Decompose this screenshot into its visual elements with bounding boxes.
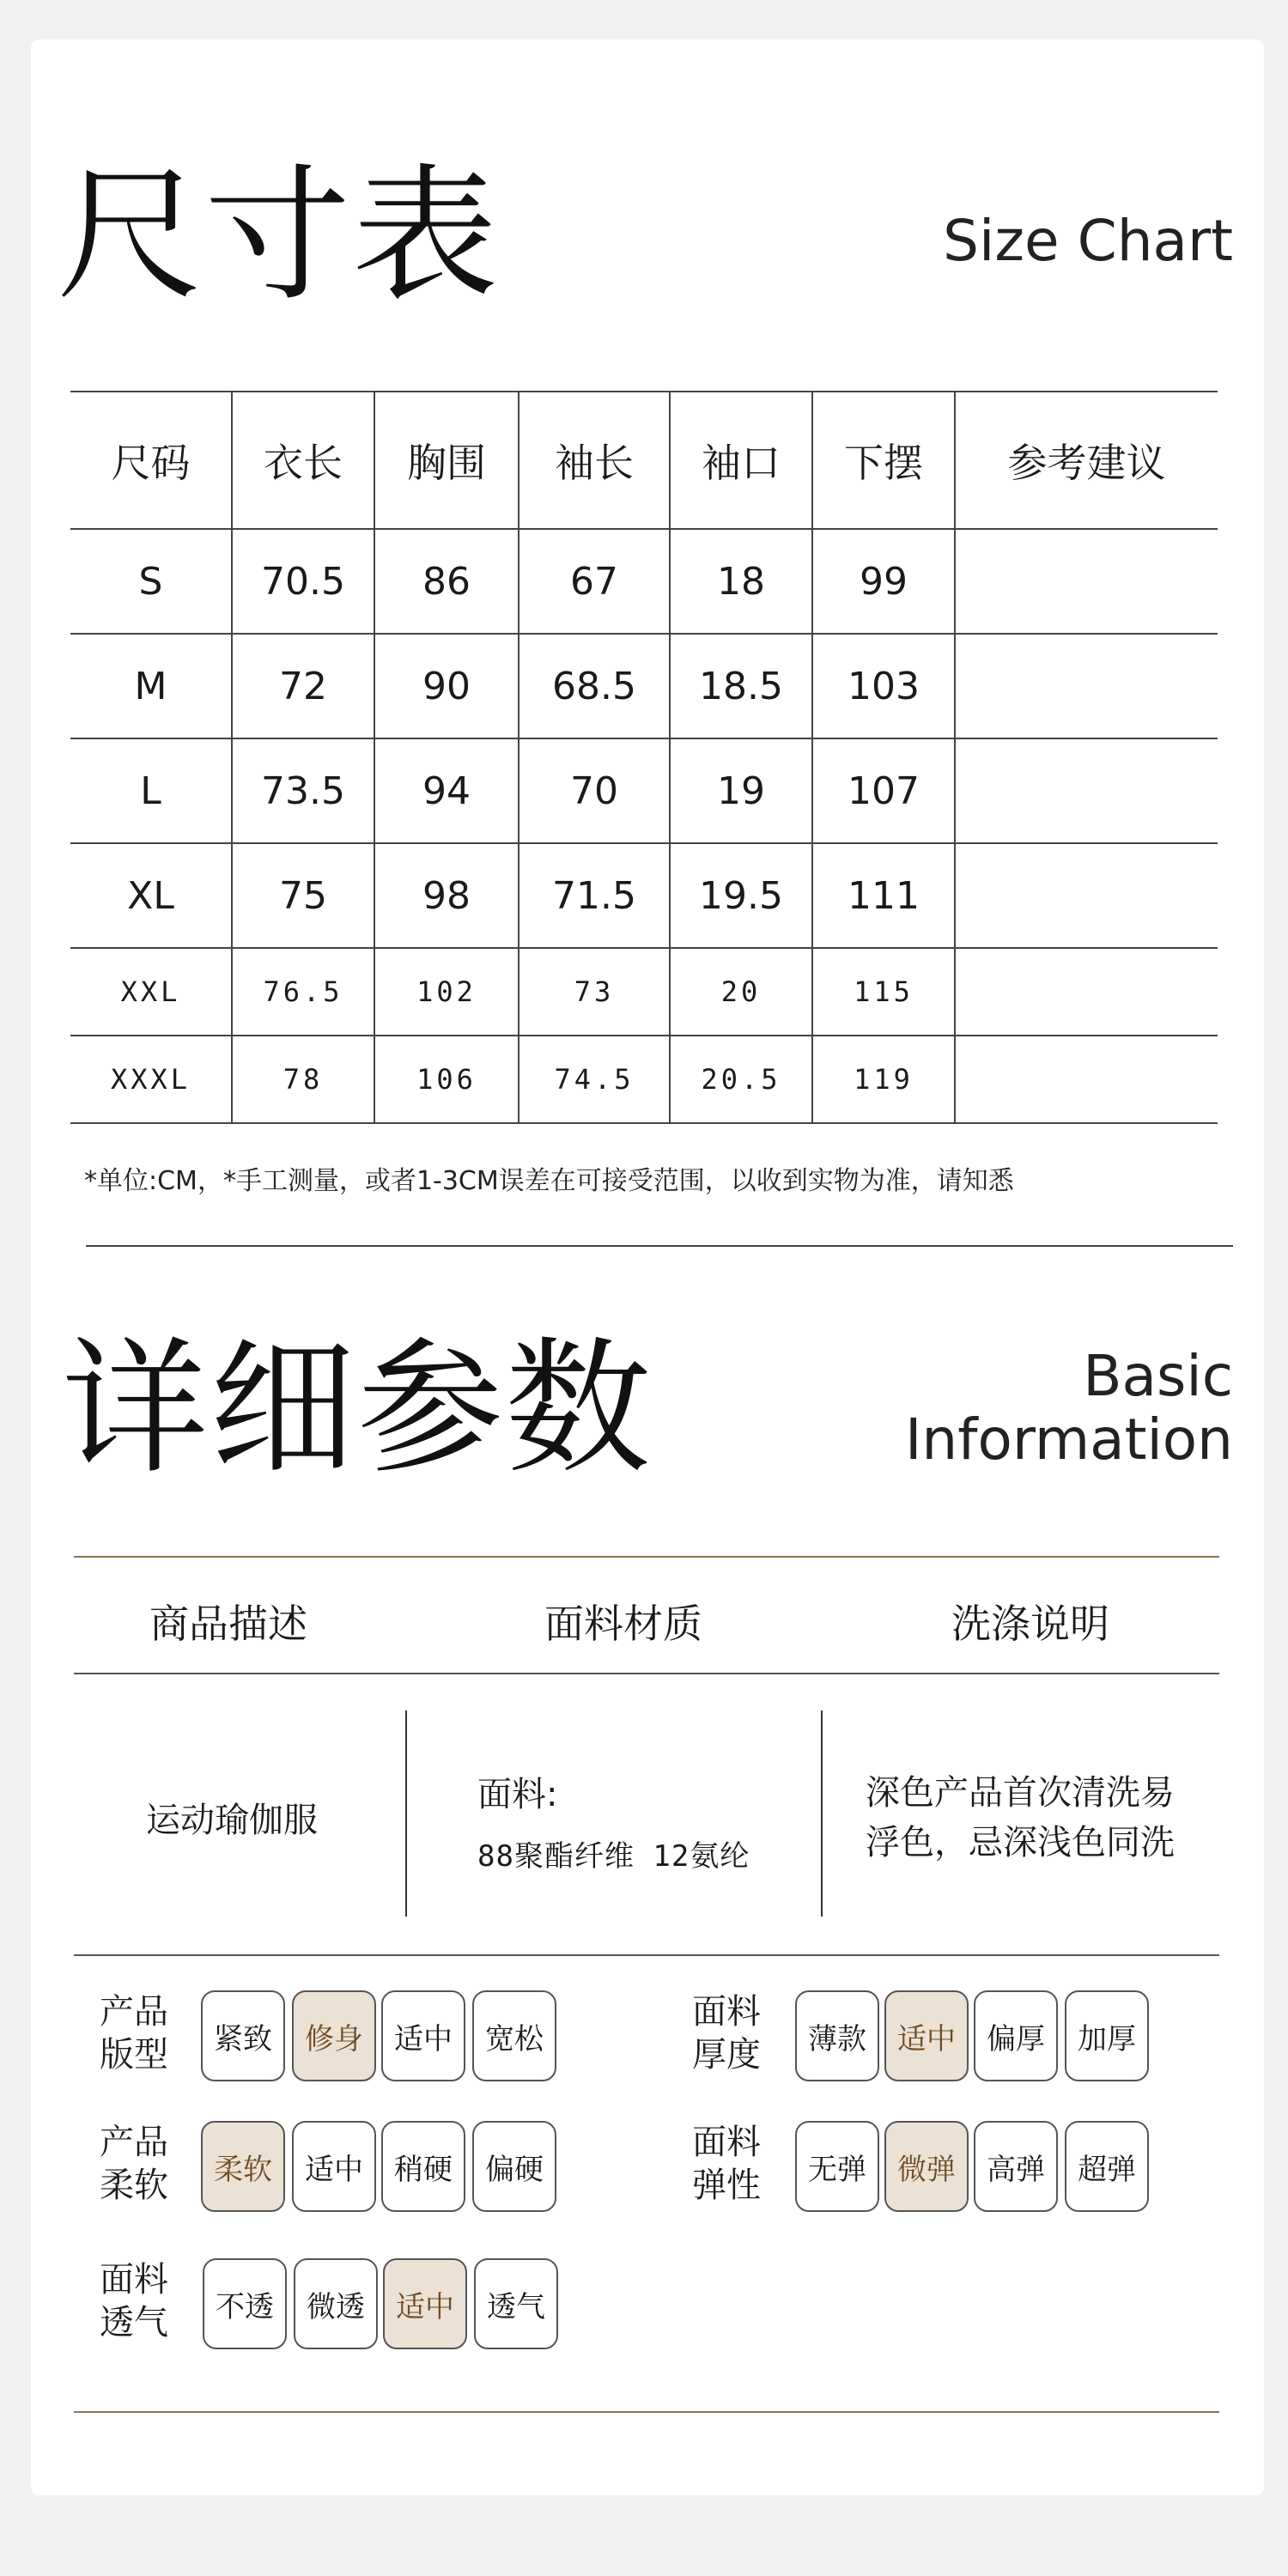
table-cell bbox=[955, 634, 1218, 738]
option-loose: 宽松 bbox=[472, 1990, 556, 2081]
label-line: 面料 bbox=[692, 2123, 761, 2162]
header-description: 商品描述 bbox=[149, 1601, 307, 1647]
column-header: 衣长 bbox=[232, 392, 374, 529]
option-thin: 薄款 bbox=[795, 1990, 879, 2081]
attr-label-breathability bbox=[91, 2258, 177, 2344]
option-no-stretch: 无弹 bbox=[795, 2121, 879, 2212]
column-divider bbox=[405, 1710, 407, 1917]
table-cell bbox=[955, 1036, 1218, 1123]
table-cell: 94 bbox=[374, 738, 519, 843]
table-cell: 90 bbox=[374, 634, 519, 738]
gold-rule bbox=[74, 1556, 1219, 1558]
column-header: 参考建议 bbox=[955, 392, 1218, 529]
header-underline bbox=[74, 1673, 1219, 1674]
table-cell bbox=[955, 529, 1218, 634]
option-thicker: 偏厚 bbox=[974, 1990, 1058, 2081]
table-cell bbox=[955, 948, 1218, 1036]
table-cell: 78 bbox=[232, 1036, 374, 1123]
option-high-stretch: 高弹 bbox=[974, 2121, 1058, 2212]
option-thick: 加厚 bbox=[1065, 1990, 1149, 2081]
table-cell bbox=[955, 738, 1218, 843]
table-cell: 99 bbox=[812, 529, 955, 634]
table-cell: L bbox=[70, 738, 232, 843]
table-cell: 18 bbox=[670, 529, 812, 634]
label-line: 厚度 bbox=[692, 2035, 761, 2075]
table-cell: 67 bbox=[519, 529, 670, 634]
column-header: 袖口 bbox=[670, 392, 812, 529]
gold-rule-bottom bbox=[74, 2411, 1219, 2413]
table-cell: 20 bbox=[670, 948, 812, 1036]
table-cell: 70.5 bbox=[232, 529, 374, 634]
table-cell: 18.5 bbox=[670, 634, 812, 738]
table-cell: 71.5 bbox=[519, 843, 670, 948]
size-table-header-row bbox=[70, 392, 1218, 529]
table-cell: 86 bbox=[374, 529, 519, 634]
label-line: 产品 bbox=[100, 1992, 168, 2032]
option-medium: 适中 bbox=[292, 2121, 376, 2212]
table-cell: 103 bbox=[812, 634, 955, 738]
table-cell: 19 bbox=[670, 738, 812, 843]
table-cell: 19.5 bbox=[670, 843, 812, 948]
label-line: 面料 bbox=[692, 1992, 761, 2032]
option-slight-stretch-selected: 微弹 bbox=[884, 2121, 969, 2212]
column-header: 胸围 bbox=[374, 392, 519, 529]
title-en-line: Basic bbox=[1083, 1343, 1233, 1409]
option-slightly-breathable: 微透 bbox=[294, 2258, 378, 2349]
table-cell: 76.5 bbox=[232, 948, 374, 1036]
table-cell: M bbox=[70, 634, 232, 738]
table-cell: 72 bbox=[232, 634, 374, 738]
option-tight: 紧致 bbox=[201, 1990, 285, 2081]
header-fabric: 面料材质 bbox=[544, 1601, 702, 1647]
washing-line: 深色产品首次清洗易 bbox=[866, 1773, 1175, 1813]
attr-label-fit bbox=[91, 1990, 177, 2076]
measurement-note: *单位:CM，*手工测量，或者1-3CM误差在可接受范围，以收到实物为准，请知悉 bbox=[84, 1166, 1014, 1196]
table-cell: 107 bbox=[812, 738, 955, 843]
product-description: 运动瑜伽服 bbox=[146, 1801, 318, 1840]
table-cell: XXL bbox=[70, 948, 232, 1036]
attributes-top-rule bbox=[74, 1954, 1219, 1956]
table-cell: 75 bbox=[232, 843, 374, 948]
option-slim-selected: 修身 bbox=[292, 1990, 376, 2081]
size-chart-title-en: Size Chart bbox=[943, 208, 1233, 274]
option-not-breathable: 不透 bbox=[203, 2258, 287, 2349]
attr-label-thickness bbox=[683, 1990, 769, 2076]
table-cell: 102 bbox=[374, 948, 519, 1036]
header-washing: 洗涤说明 bbox=[951, 1601, 1109, 1647]
attr-label-elasticity bbox=[683, 2121, 769, 2207]
table-cell: 74.5 bbox=[519, 1036, 670, 1123]
option-soft-selected: 柔软 bbox=[201, 2121, 285, 2212]
table-row bbox=[70, 843, 1218, 948]
table-cell: 68.5 bbox=[519, 634, 670, 738]
washing-line: 浮色，忌深浅色同洗 bbox=[866, 1823, 1175, 1862]
table-row bbox=[70, 634, 1218, 738]
table-cell: 98 bbox=[374, 843, 519, 948]
attr-label-softness bbox=[91, 2121, 177, 2207]
table-cell: 73.5 bbox=[232, 738, 374, 843]
label-line: 面料 bbox=[100, 2260, 168, 2300]
fabric-value: 88聚酯纤维 12氨纶 bbox=[477, 1839, 750, 1874]
table-cell: 20.5 bbox=[670, 1036, 812, 1123]
table-cell: XL bbox=[70, 843, 232, 948]
label-line: 版型 bbox=[100, 2035, 168, 2075]
basic-info-title: 详细参数 bbox=[62, 1324, 653, 1494]
size-table bbox=[70, 391, 1218, 1124]
table-cell: 111 bbox=[812, 843, 955, 948]
table-cell: S bbox=[70, 529, 232, 634]
column-divider bbox=[821, 1710, 823, 1917]
label-line: 柔软 bbox=[100, 2166, 168, 2205]
size-chart-title: 尺寸表 bbox=[57, 151, 501, 321]
fabric-label: 面料: bbox=[477, 1775, 558, 1814]
table-cell: 119 bbox=[812, 1036, 955, 1123]
table-row bbox=[70, 529, 1218, 634]
table-cell: XXXL bbox=[70, 1036, 232, 1123]
table-row bbox=[70, 1036, 1218, 1123]
basic-info-title-en bbox=[905, 1345, 1233, 1472]
column-header: 下摆 bbox=[812, 392, 955, 529]
option-hard: 偏硬 bbox=[472, 2121, 556, 2212]
label-line: 产品 bbox=[100, 2123, 168, 2162]
column-header: 袖长 bbox=[519, 392, 670, 529]
table-cell: 115 bbox=[812, 948, 955, 1036]
table-cell bbox=[955, 843, 1218, 948]
option-medium-selected: 适中 bbox=[383, 2258, 467, 2349]
option-medium-selected: 适中 bbox=[884, 1990, 969, 2081]
option-breathable: 透气 bbox=[474, 2258, 558, 2349]
title-en-line: Information bbox=[904, 1406, 1233, 1473]
section-divider bbox=[86, 1245, 1233, 1247]
table-row bbox=[70, 948, 1218, 1036]
option-super-stretch: 超弹 bbox=[1065, 2121, 1149, 2212]
table-cell: 70 bbox=[519, 738, 670, 843]
table-cell: 73 bbox=[519, 948, 670, 1036]
column-header: 尺码 bbox=[70, 392, 232, 529]
option-regular: 适中 bbox=[381, 1990, 465, 2081]
label-line: 弹性 bbox=[692, 2166, 761, 2205]
label-line: 透气 bbox=[100, 2303, 168, 2342]
table-cell: 106 bbox=[374, 1036, 519, 1123]
option-slightly-hard: 稍硬 bbox=[381, 2121, 465, 2212]
table-row bbox=[70, 738, 1218, 843]
